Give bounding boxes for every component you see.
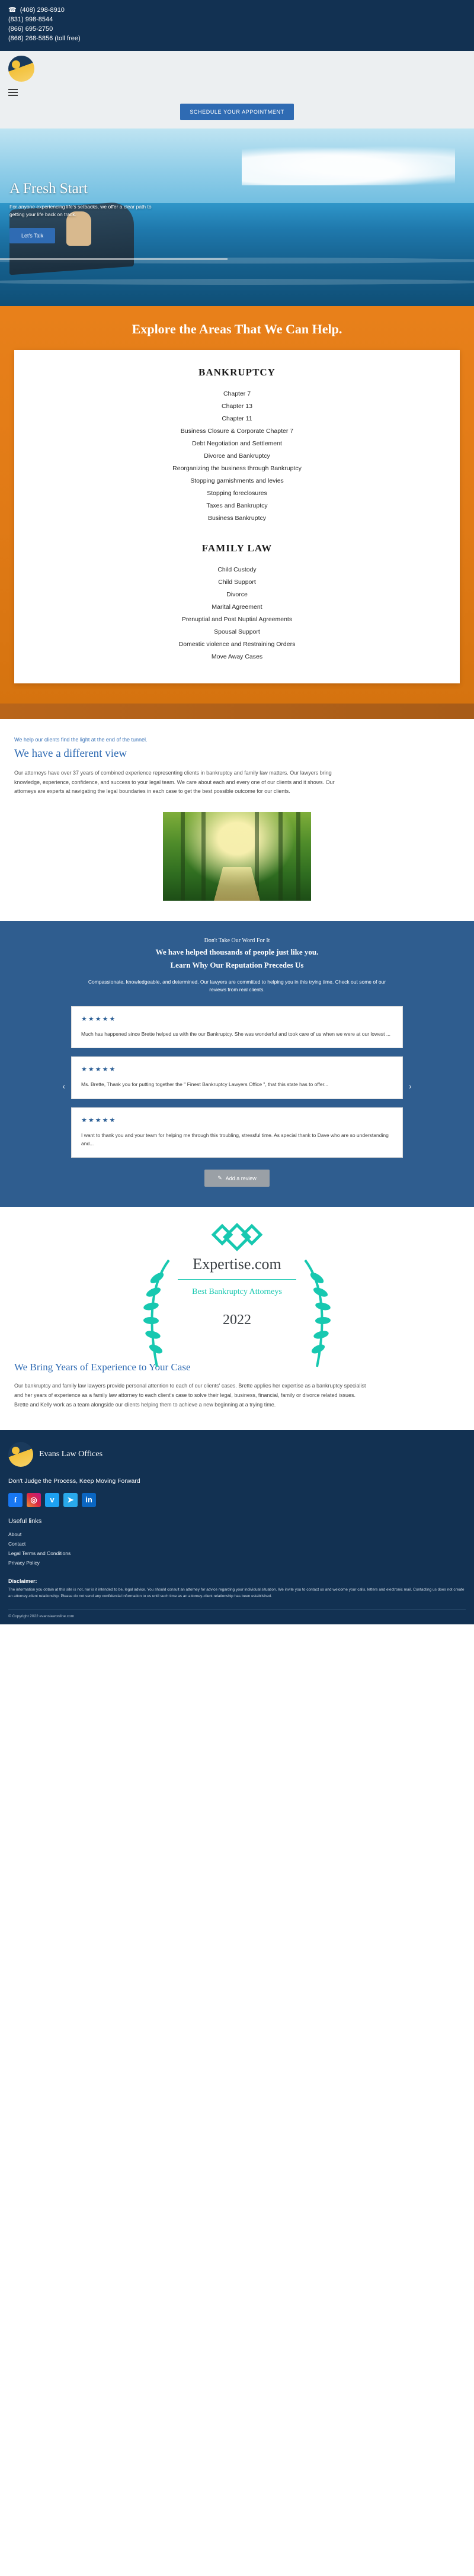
instagram-icon[interactable]: ◎ bbox=[27, 1493, 41, 1507]
areas-bottom-image bbox=[0, 704, 474, 719]
list-item[interactable]: Chapter 7 bbox=[223, 390, 251, 397]
list-item[interactable]: Debt Negotiation and Settlement bbox=[192, 439, 282, 447]
site-logo[interactable] bbox=[8, 56, 34, 82]
footer-tagline: Don't Judge the Process, Keep Moving Forward bbox=[8, 1477, 140, 1485]
list-item[interactable]: Stopping garnishments and levies bbox=[190, 477, 284, 484]
add-review-button[interactable] bbox=[204, 1170, 270, 1187]
phone-icon: ☎ bbox=[8, 7, 17, 14]
testimonials-line-2: We have helped thousands of people just like you. bbox=[155, 947, 319, 956]
list-item[interactable]: Chapter 13 bbox=[222, 402, 252, 410]
social-links bbox=[8, 1493, 466, 1507]
menu-row bbox=[0, 86, 474, 104]
forest-image-wrap bbox=[14, 812, 460, 901]
bankruptcy-list bbox=[26, 388, 448, 525]
footer-link-privacy[interactable]: Privacy Policy bbox=[8, 1560, 40, 1566]
list-item[interactable]: Prenuptial and Post Nuptial Agreements bbox=[181, 615, 293, 623]
testimonial-card bbox=[71, 1006, 403, 1048]
list-item[interactable]: Child Custody bbox=[217, 566, 257, 573]
add-review-label: Add a review bbox=[225, 1175, 257, 1181]
site-footer bbox=[0, 1430, 474, 1624]
appointment-strip bbox=[0, 104, 474, 129]
list-item[interactable]: Taxes and Bankruptcy bbox=[206, 502, 268, 509]
footer-link-legal-terms[interactable]: Legal Terms and Conditions bbox=[8, 1550, 71, 1556]
hero-railing bbox=[0, 258, 228, 260]
testimonial-card bbox=[71, 1107, 403, 1158]
footer-firm-name: Evans Law Offices bbox=[39, 1449, 103, 1459]
hero-clouds bbox=[242, 146, 455, 185]
facebook-icon[interactable]: f bbox=[8, 1493, 23, 1507]
bankruptcy-heading: BANKRUPTCY bbox=[198, 366, 276, 378]
carousel-next-button[interactable]: › bbox=[409, 1081, 412, 1091]
hero-content bbox=[9, 181, 158, 243]
testimonials-line-1: Don't Take Our Word For It bbox=[204, 937, 270, 944]
different-view-eyebrow: We help our clients find the light at the end of the tunnel. bbox=[14, 736, 148, 743]
list-item[interactable]: Spousal Support bbox=[214, 628, 260, 635]
testimonials-carousel bbox=[12, 1006, 462, 1167]
testimonial-cards bbox=[71, 1006, 403, 1167]
expertise-brand: Expertise.com bbox=[193, 1255, 281, 1273]
list-item[interactable]: Divorce and Bankruptcy bbox=[204, 452, 270, 460]
hero-banner bbox=[0, 129, 474, 306]
phone-number-2[interactable]: (831) 998-8544 bbox=[8, 15, 53, 23]
laurel-left-icon bbox=[139, 1254, 172, 1373]
phone-number-4[interactable]: (866) 268-5856 (toll free) bbox=[8, 34, 81, 42]
forest-sunlight-photo bbox=[163, 812, 311, 901]
experience-section bbox=[0, 1346, 474, 1430]
schedule-appointment-button[interactable]: SCHEDULE YOUR APPOINTMENT bbox=[180, 104, 293, 120]
rating-stars: ★★★★★ bbox=[81, 1066, 117, 1074]
pencil-icon: ✎ bbox=[217, 1175, 222, 1181]
testimonials-section bbox=[0, 921, 474, 1207]
practice-areas-card bbox=[14, 350, 460, 683]
hero-subtitle: For anyone experiencing life's setbacks, we offer a clear path to getting your life back on track. bbox=[9, 203, 152, 217]
footer-link-contact[interactable]: Contact bbox=[8, 1540, 26, 1547]
expertise-year: 2022 bbox=[223, 1312, 251, 1328]
lets-talk-button[interactable]: Let's Talk bbox=[9, 228, 55, 243]
practice-areas-heading: Explore the Areas That We Can Help. bbox=[132, 321, 342, 336]
list-item[interactable]: Marital Agreement bbox=[212, 603, 262, 611]
useful-links-list bbox=[8, 1530, 466, 1568]
list-item[interactable]: Domestic violence and Restraining Orders bbox=[178, 640, 296, 648]
list-item[interactable]: Chapter 11 bbox=[222, 415, 252, 422]
family-law-list bbox=[26, 564, 448, 663]
expertise-divider bbox=[178, 1279, 296, 1280]
practice-areas-section bbox=[0, 306, 474, 704]
hero-title: A Fresh Start bbox=[9, 180, 88, 197]
family-law-heading: FAMILY LAW bbox=[201, 542, 273, 554]
footer-link-about[interactable]: About bbox=[8, 1531, 22, 1537]
copyright-text: © Copyright 2022 evanslawonline.com bbox=[8, 1609, 466, 1624]
testimonial-text: Much has happened since Brette helped us with the our Bankruptcy. She was wonderful and took care of us when we were at our lowest ... bbox=[81, 1030, 390, 1037]
disclaimer-text: The information you obtain at this site is not, nor is it intended to be, legal advice. You should consult an attorney for advice regarding your individual situation. We invite you to contact us and welcome your calls, letters and electronic mail. Contacting us does not create an attorney-client relationship. Please do not send any confidential information to us until such time as an attorney-client relationship has been established. bbox=[8, 1588, 465, 1598]
carousel-prev-button[interactable]: ‹ bbox=[62, 1081, 65, 1091]
different-view-section bbox=[0, 719, 474, 921]
phone-number-3[interactable]: (866) 695-2750 bbox=[8, 25, 53, 33]
testimonial-text: I want to thank you and your team for helping me through this troubling, stressful time. As special thank to Dave who are so understanding and... bbox=[81, 1132, 389, 1146]
telegram-icon[interactable]: ➤ bbox=[63, 1493, 78, 1507]
phone-number-1[interactable]: (408) 298-8910 bbox=[20, 7, 65, 14]
rating-stars: ★★★★★ bbox=[81, 1015, 117, 1023]
list-item[interactable]: Reorganizing the business through Bankruptcy bbox=[172, 464, 302, 472]
list-item[interactable]: Move Away Cases bbox=[211, 653, 263, 660]
expertise-diamond-logo bbox=[139, 1227, 335, 1247]
linkedin-icon[interactable]: in bbox=[82, 1493, 96, 1507]
phone-row-1[interactable] bbox=[8, 6, 466, 15]
hamburger-menu-icon[interactable] bbox=[8, 89, 18, 96]
laurel-right-icon bbox=[302, 1254, 335, 1373]
disclaimer-heading: Disclaimer: bbox=[8, 1578, 37, 1585]
hero-wave-2 bbox=[0, 279, 474, 285]
different-view-body: Our attorneys have over 37 years of combined experience representing clients in bankruptcy and family law matters. Our lawyers bring knowledge, experience, confidence, and success to your legal team. We care about each and every one of our clients and it shows. Our attorneys are experts at navigating the legal boundaries in each case to get the best possible outcome for our clients. bbox=[14, 769, 335, 795]
experience-heading: We Bring Years of Experience to Your Case bbox=[14, 1361, 191, 1373]
useful-links-heading: Useful links bbox=[8, 1517, 42, 1525]
footer-logo[interactable] bbox=[8, 1442, 33, 1467]
site-header bbox=[0, 51, 474, 86]
rating-stars: ★★★★★ bbox=[81, 1116, 117, 1124]
contact-bar bbox=[0, 0, 474, 51]
testimonials-line-3: Learn Why Our Reputation Precedes Us bbox=[170, 960, 304, 969]
list-item[interactable]: Divorce bbox=[226, 590, 248, 598]
list-item[interactable]: Business Closure & Corporate Chapter 7 bbox=[180, 427, 294, 435]
testimonials-intro: Compassionate, knowledgeable, and determined. Our lawyers are committed to helping you in this trying time. Check out some of our reviews from real clients. bbox=[88, 978, 386, 993]
list-item[interactable]: Child Support bbox=[218, 578, 256, 586]
testimonial-text: Ms. Brette, Thank you for putting together the " Finest Bankruptcy Lawyers Office ", that this state has to offer... bbox=[81, 1081, 329, 1088]
testimonial-card bbox=[71, 1056, 403, 1099]
different-view-heading: We have a different view bbox=[14, 747, 127, 760]
list-item[interactable]: Business Bankruptcy bbox=[207, 514, 267, 522]
list-item[interactable]: Stopping foreclosures bbox=[207, 489, 267, 497]
footer-brand-row bbox=[8, 1442, 466, 1467]
expertise-badge-section bbox=[0, 1207, 474, 1346]
twitter-icon[interactable]: ᴠ bbox=[45, 1493, 59, 1507]
expertise-subtitle: Best Bankruptcy Attorneys bbox=[192, 1287, 282, 1297]
expertise-badge bbox=[139, 1227, 335, 1328]
experience-body: Our bankruptcy and family law lawyers provide personal attention to each of our clients' cases. Brette applies her expertise as a bankruptcy specialist and her years of experience as a family law attorney to each client's case to solve their legal, business, financial, family or divorce related issues. Brette and Kelly work as a team alongside our clients helping them to achieve a new beginning at a trying time. bbox=[14, 1383, 366, 1408]
